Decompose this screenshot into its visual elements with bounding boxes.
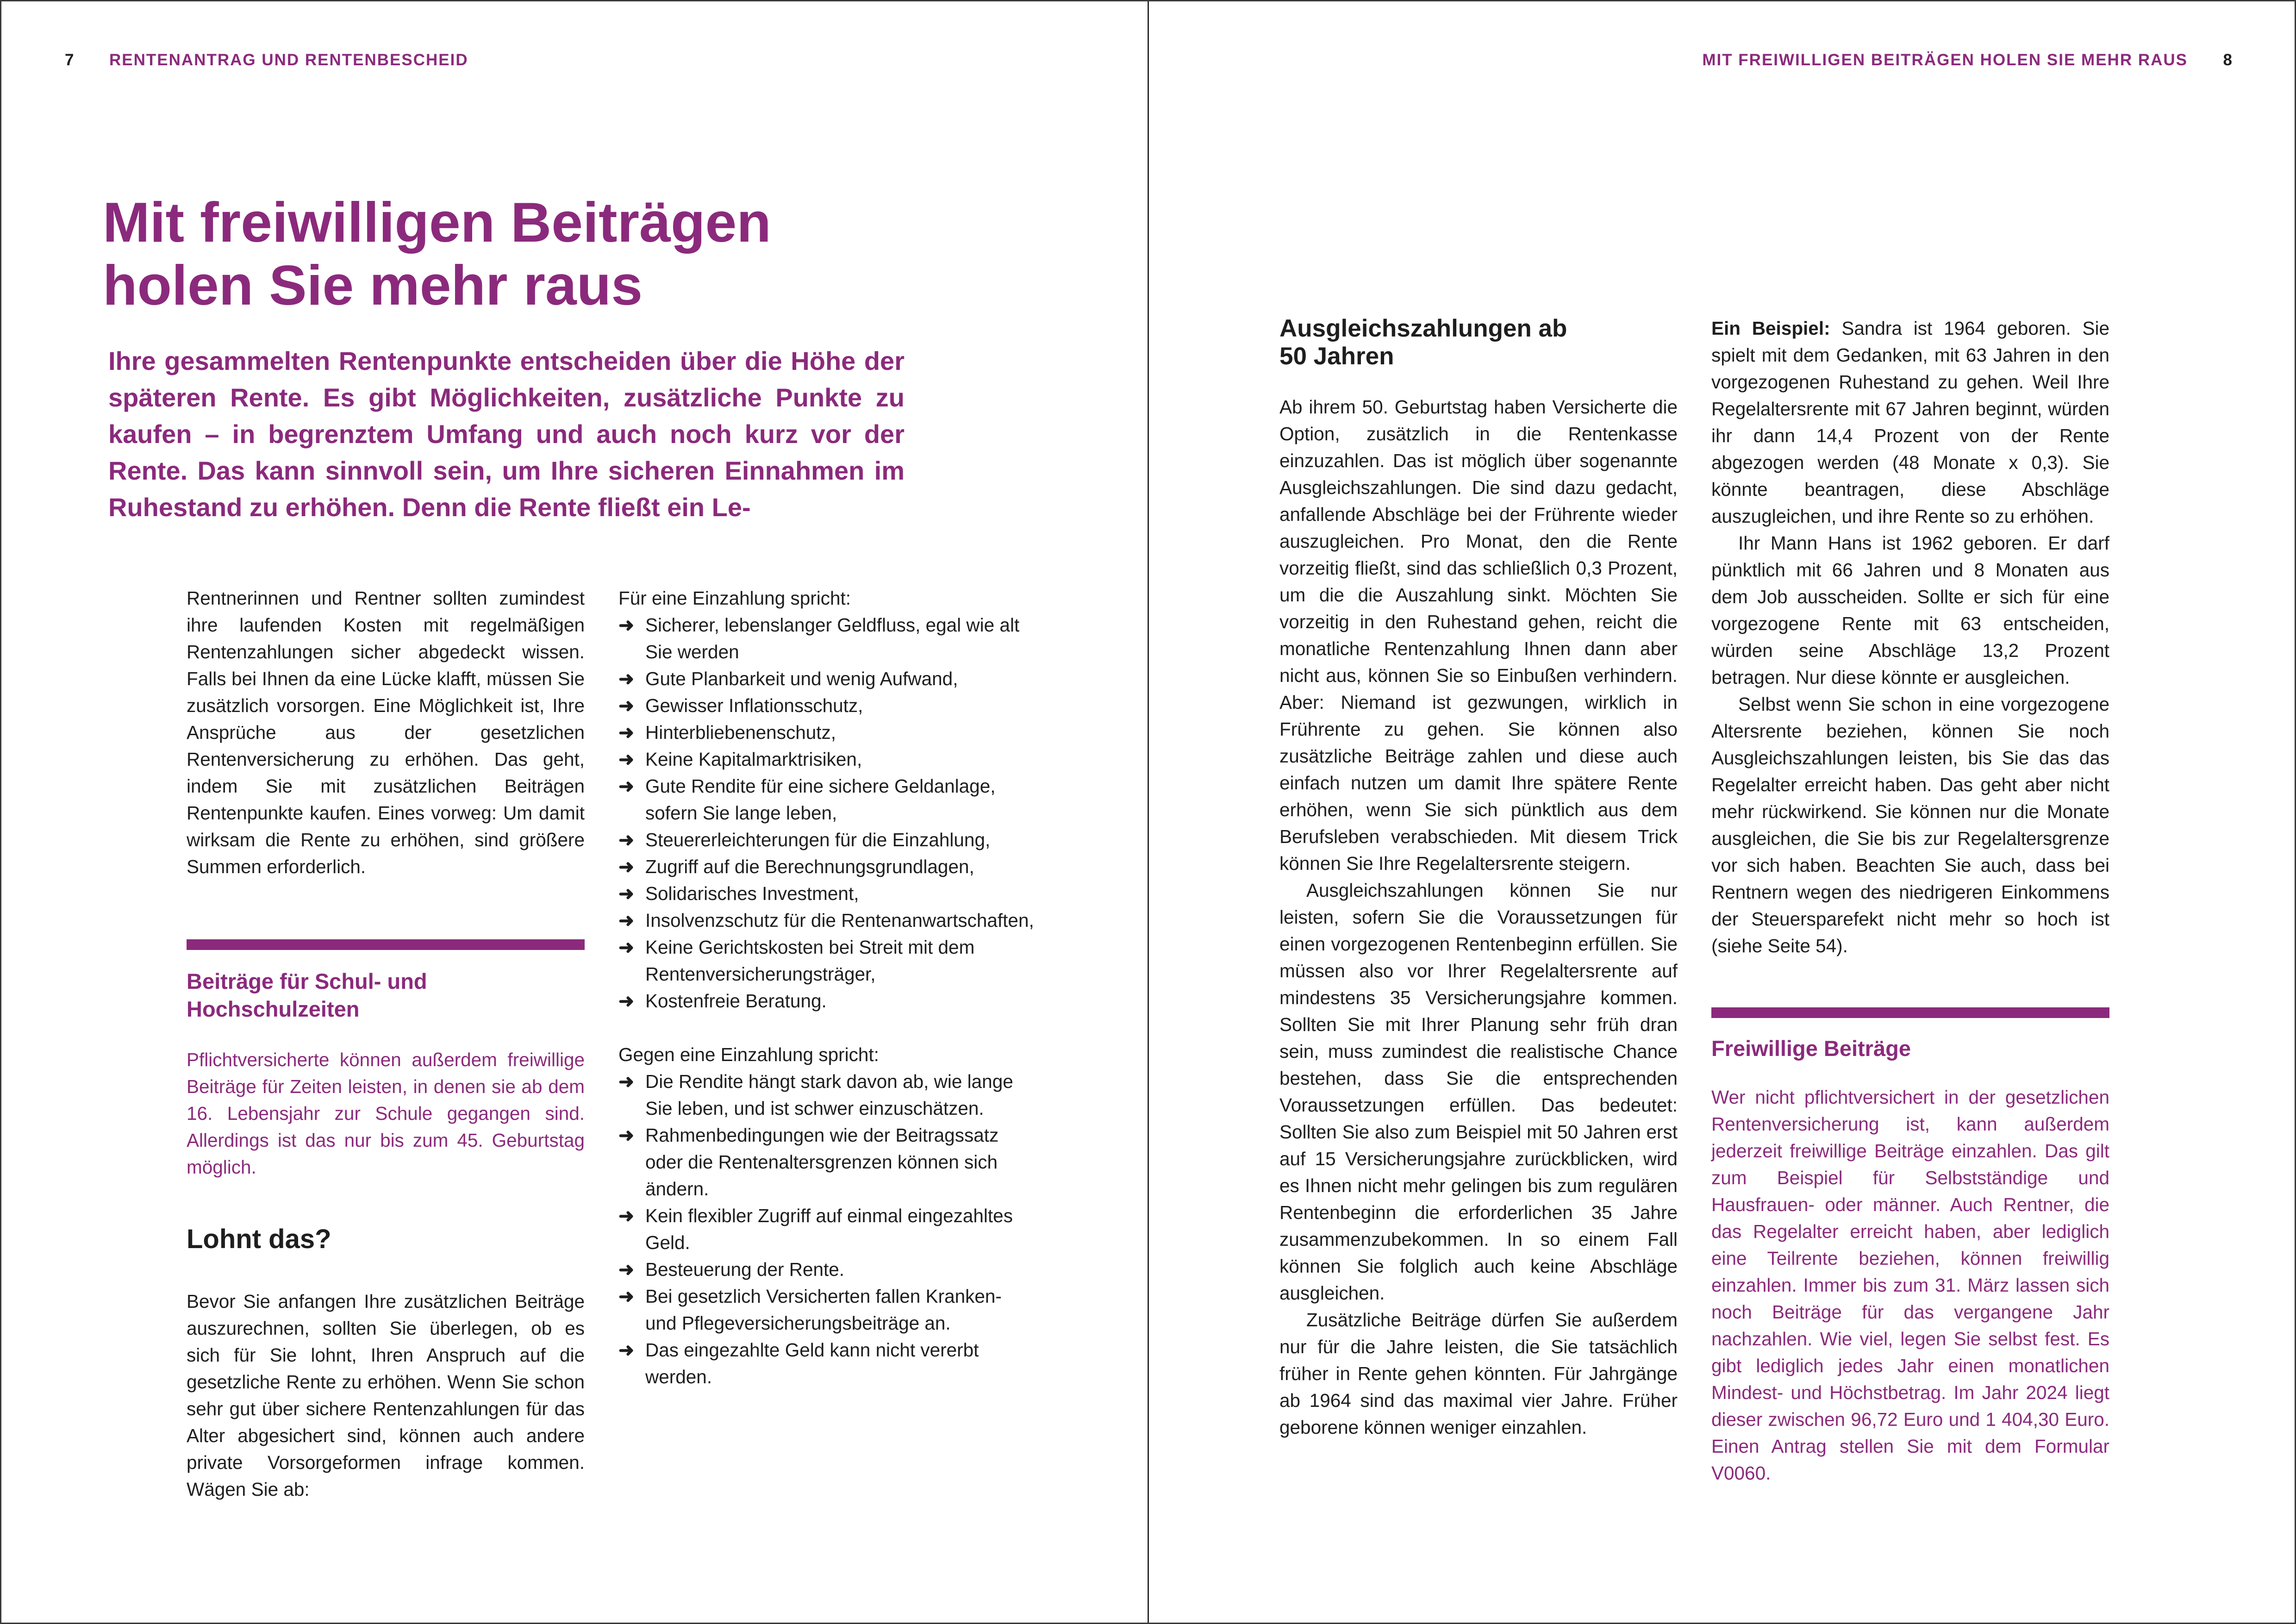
arrow-right-icon: ➜ xyxy=(618,722,634,743)
paragraph-2: Ausgleichszahlungen können Sie nur leisten, sofern Sie die Voraussetzungen für einen vorgezogenen Rentenbeginn erfüllen. Sie müssen also vor Ihrer Regelaltersrente auf mindestens 35 Versicherungsjahre kommen. Sollten Sie mit Ihrer Planung sehr früh dran sein, muss zumindest die realistische Chance bestehen, dass Sie die entsprechenden Voraussetzungen erfüllen. Das bedeutet: Sollten Sie also zum Beispiel mit 50 Jahren erst auf 15 Versicherungsjahre zurückblicken, wird es Ihnen nicht mehr gelingen bis zum regulären Rentenbeginn die erforderlichen 35 Jahre zusammenzubekommen. In so einem Fall können Sie folglich auch keine Abschläge ausgleichen. xyxy=(1279,880,1678,1304)
page-number-right: 8 xyxy=(2223,51,2232,69)
list-item: ➜ Die Rendite hängt stark davon ab, wie lange Sie leben, und ist schwer einzuschätzen. xyxy=(618,1068,1035,1122)
arrow-right-icon: ➜ xyxy=(618,1205,634,1226)
list-item: ➜ Keine Gerichtskosten bei Streit mit dem Rentenversicherungsträger, xyxy=(618,934,1035,987)
list-item: ➜ Hinterbliebenenschutz, xyxy=(618,719,1035,746)
spread-divider xyxy=(1148,0,1149,1624)
running-head-left: RENTENANTRAG UND RENTENBESCHEID xyxy=(109,51,468,69)
arrow-right-icon: ➜ xyxy=(618,937,634,958)
list-item: ➜ Bei gesetzlich Versicherten fallen Kranken- und Pflegeversicherungsbeiträge an. xyxy=(618,1283,1035,1337)
paragraph-2: Ihr Mann Hans ist 1962 geboren. Er darf pünktlich mit 66 Jahren und 8 Monaten aus dem Job ausscheiden. Sollte er sich für eine vorgezogene Rente mit 63 entscheiden, würden seine Abschläge 13,2 Prozent betragen. Nur diese könnte er ausgleichen. xyxy=(1711,532,2109,688)
box-text: Wer nicht pflichtversichert in der gesetzlichen Rentenversicherung ist, kann außerdem jederzeit freiwillige Beiträge einzahlen. Das gilt zum Beispiel für Selbstständige und Hausfrauen- oder männer. Auch Rentner, die das Regelalter erreicht haben, aber lediglich eine Teilrente beziehen, können freiwillig einzahlen. Immer bis zum 31. März lassen sich noch Beiträge für das vergangene Jahr nachzahlen. Wie viel, legen Sie selbst fest. Es gibt lediglich jedes Jahr einen monatlichen Mindest- und Höchstbetrag. Im Jahr 2024 liegt dieser zwischen 96,72 Euro und 1 404,30 Euro. Einen Antrag stellen Sie mit dem Formular V0060. xyxy=(1711,1087,2109,1484)
con-list xyxy=(618,1068,1035,1390)
section-heading: Lohnt das? xyxy=(187,1224,331,1254)
arrow-right-icon: ➜ xyxy=(618,990,634,1012)
list-item: ➜ Keine Kapitalmarktrisiken, xyxy=(618,746,1035,773)
list-item: ➜ Sicherer, lebenslanger Geldfluss, egal wie alt Sie werden xyxy=(618,612,1035,665)
box-heading: Freiwillige Beiträge xyxy=(1711,1036,1911,1061)
list-item: ➜ Gewisser Inflationsschutz, xyxy=(618,692,1035,719)
arrow-right-icon: ➜ xyxy=(618,883,634,904)
box-text: Pflichtversicherte können außerdem freiwillige Beiträge für Zeiten leisten, in denen sie ab dem 16. Lebensjahr zur Schule gegangen sind. Allerdings ist das nur bis zum 45. Geburtstag möglich. xyxy=(187,1049,585,1178)
list-item: ➜ Kein flexibler Zugriff auf einmal eingezahltes Geld. xyxy=(618,1202,1035,1256)
section-text: Bevor Sie anfangen Ihre zusätzlichen Beiträge auszurechnen, sollten Sie überlegen, ob es sich für Sie lohnt, Ihren Anspruch auf die gesetzliche Rente zu erhöhen. Wenn Sie schon sehr gut über sichere Rentenzahlungen für das Alter abgesichert sind, können auch andere private Vorsorgeformen infrage kommen. Wägen Sie ab: xyxy=(187,1291,585,1500)
arrow-right-icon: ➜ xyxy=(618,1339,634,1361)
list-item: ➜ Gute Rendite für eine sichere Geldanlage, sofern Sie lange leben, xyxy=(618,773,1035,826)
page-number-left: 7 xyxy=(65,51,74,69)
example-paragraph: Ein Beispiel: Sandra ist 1964 geboren. Sie spielt mit dem Gedanken, mit 63 Jahren in den vorgezogenen Ruhestand zu gehen. Weil Ihre Regelaltersrente mit 67 Jahren beginnt, würden ihr dann 14,4 Prozent von der Rente abgezogen werden (48 Monate x 0,3). Sie könnte beantragen, diese Abschläge auszugleichen, und ihre Rente so zu erhöhen. xyxy=(1711,318,2109,527)
list-item: ➜ Zugriff auf die Berechnungsgrundlagen, xyxy=(618,853,1035,880)
list-item: ➜ Steuererleichterungen für die Einzahlung, xyxy=(618,826,1035,853)
lead-paragraph: Ihre gesammelten Rentenpunkte entscheiden über die Höhe der späteren Rente. Es gibt Möglichkeiten, zusätzliche Punkte zu kaufen – in begrenztem Umfang und auch noch kurz vor der Rente. Das kann sinnvoll sein, um Ihre sicheren Einnahmen im Ruhestand zu erhöhen. Denn die Rente fließt ein Le- xyxy=(108,346,905,522)
arrow-right-icon: ➜ xyxy=(618,856,634,877)
arrow-right-icon: ➜ xyxy=(618,668,634,689)
list-item: ➜ Rahmenbedingungen wie der Beitragssatz oder die Rentenaltersgrenzen können sich ändern. xyxy=(618,1122,1035,1202)
arrow-right-icon: ➜ xyxy=(618,910,634,931)
arrow-right-icon: ➜ xyxy=(618,1124,634,1146)
arrow-right-icon: ➜ xyxy=(618,1286,634,1307)
list-item: ➜ Gute Planbarkeit und wenig Aufwand, xyxy=(618,665,1035,692)
list-item: ➜ Das eingezahlte Geld kann nicht vererbt werden. xyxy=(618,1337,1035,1390)
box-heading: Beiträge für Schul- und Hochschulzeiten xyxy=(187,969,427,1021)
section-heading-ausgleich: Ausgleichszahlungen ab 50 Jahren xyxy=(1279,315,1567,370)
arrow-right-icon: ➜ xyxy=(618,614,634,636)
arrow-right-icon: ➜ xyxy=(618,829,634,850)
list-item: ➜ Kostenfreie Beratung. xyxy=(618,987,1035,1014)
pro-list xyxy=(618,612,1035,1014)
box-rule xyxy=(1711,1007,2109,1018)
column-2 xyxy=(618,585,1035,1390)
list-item: ➜ Besteuerung der Rente. xyxy=(618,1256,1035,1283)
column-3 xyxy=(1279,315,1678,1441)
example-label: Ein Beispiel: xyxy=(1711,318,1830,339)
running-head-right: MIT FREIWILLIGEN BEITRÄGEN HOLEN SIE MEHR RAUS xyxy=(1702,51,2188,69)
list-item: ➜ Solidarisches Investment, xyxy=(618,880,1035,907)
con-label: Gegen eine Einzahlung spricht: xyxy=(618,1044,879,1065)
pro-label: Für eine Einzahlung spricht: xyxy=(618,587,851,609)
arrow-right-icon: ➜ xyxy=(618,1071,634,1092)
box-rule xyxy=(187,939,585,950)
column-1 xyxy=(187,585,585,1503)
arrow-right-icon: ➜ xyxy=(618,775,634,797)
arrow-right-icon: ➜ xyxy=(618,695,634,716)
arrow-right-icon: ➜ xyxy=(618,1259,634,1280)
paragraph-3: Zusätzliche Beiträge dürfen Sie außerdem nur für die Jahre leisten, die Sie tatsächlich früher in Rente gehen könnten. Für Jahrgänge ab 1964 sind das maximal vier Jahre. Früher geborene können weniger einzahlen. xyxy=(1279,1309,1678,1438)
title-line-2: holen Sie mehr raus xyxy=(103,254,643,317)
column-4 xyxy=(1711,315,2109,1487)
paragraph-3: Selbst wenn Sie schon in eine vorgezogene Altersrente beziehen, können Sie noch Ausgleichszahlungen leisten, bis Sie das das Regelalter erreicht haben. Das geht aber nicht mehr rückwirkend. Sie können nur die Monate ausgleichen, die Sie bis zur Regelaltersgrenze vor sich haben. Beachten Sie auch, dass bei Rentnern wegen des niedrigeren Einkommens der Steuersparefekt nicht mehr so hoch ist (siehe Seite 54). xyxy=(1711,693,2109,956)
list-item: ➜ Insolvenzschutz für die Rentenanwartschaften, xyxy=(618,907,1035,934)
intro-paragraph: Rentnerinnen und Rentner sollten zumindest ihre laufenden Kosten mit regelmäßigen Rentenzahlungen sicher abgedeckt wissen. Falls bei Ihnen da eine Lücke klafft, müssen Sie zusätzlich vorsorgen. Eine Möglichkeit ist, Ihre Ansprüche aus der gesetzlichen Rentenversicherung zu erhöhen. Das geht, indem Sie mit zusätzlichen Beiträgen Rentenpunkte kaufen. Eines vorweg: Um damit wirksam die Rente zu erhöhen, sind größere Summen erforderlich. xyxy=(187,587,585,877)
arrow-right-icon: ➜ xyxy=(618,749,634,770)
paragraph-1: Ab ihrem 50. Geburtstag haben Versicherte die Option, zusätzlich in die Rentenkasse einzuzahlen. Das ist möglich über sogenannte Ausgleichszahlungen. Die sind dazu gedacht, anfallende Abschläge bei der Frührente wieder auszugleichen. Pro Monat, den die Rente vorzeitig fließt, sind das schließlich 0,3 Prozent, um die die Auszahlung sinkt. Möchten Sie vorzeitig in den Ruhestand gehen, reicht die monatliche Rentenzahlung Ihnen dann aber nicht aus, können Sie so Einbußen verhindern. Aber: Niemand ist gezwungen, wirklich in Frührente zu gehen. Sie können also zusätzliche Beiträge zahlen und diese auch einfach nutzen um damit Ihre spätere Rente erhöhen, wenn Sie sich pünktlich aus dem Berufsleben verabschieden. Mit diesem Trick können Sie Ihre Regelaltersrente steigern. xyxy=(1279,396,1678,874)
title-line-1: Mit freiwilligen Beiträgen xyxy=(103,191,771,254)
page-title xyxy=(103,191,982,317)
